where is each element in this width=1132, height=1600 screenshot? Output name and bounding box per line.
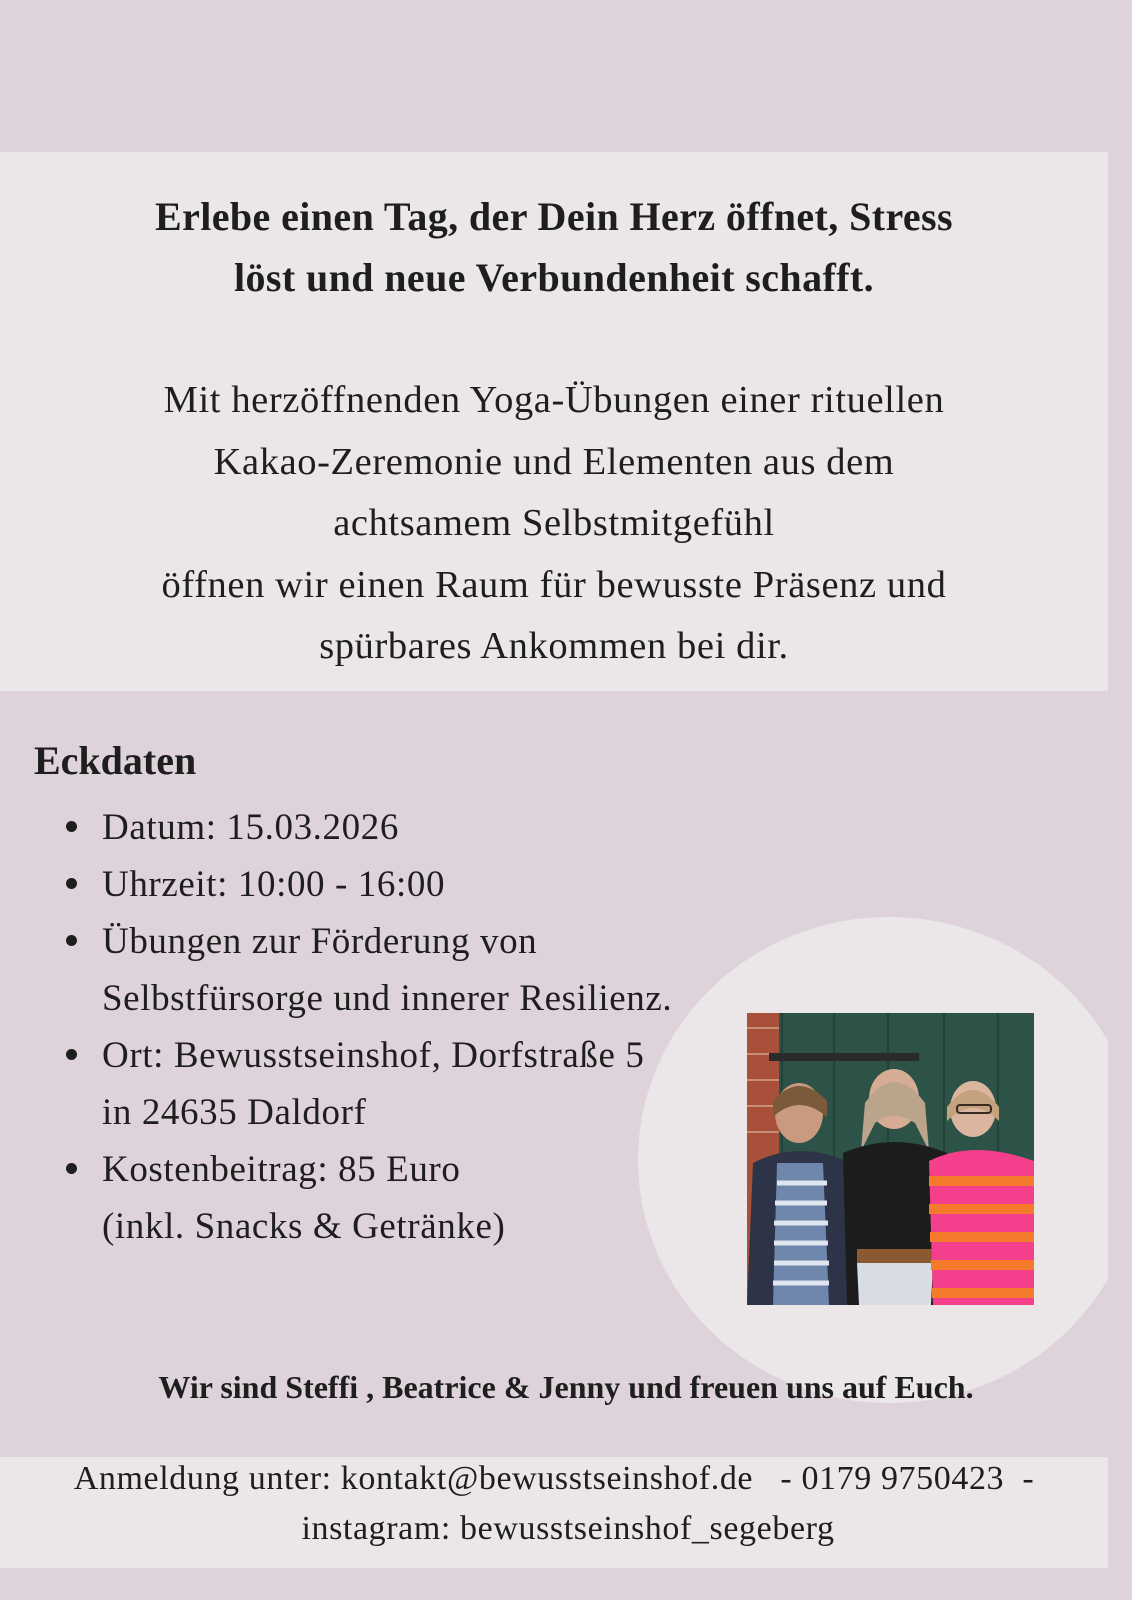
list-item-time — [62, 856, 782, 913]
intro-line-1: Mit herzöffnenden Yoga-Übungen einer rituellen — [163, 379, 945, 421]
intro-line-5: spürbares Ankommen bei dir. — [319, 625, 789, 667]
intro-line-4: öffnen wir einen Raum für bewusste Präsenz und — [161, 563, 947, 606]
location-text-line-1: Ort: Bewusstseinshof, Dorfstraße 5 — [102, 1035, 645, 1076]
intro-line-2: Kakao-Zeremonie und Elementen aus dem — [213, 440, 895, 483]
list-item-exercises — [62, 913, 782, 1027]
list-item-date — [62, 799, 782, 856]
footer-contact-line: Anmeldung unter: kontakt@bewusstseinshof.de - 0179 9750423 - — [73, 1460, 1035, 1497]
cost-text-line-1: Kostenbeitrag: 85 Euro — [102, 1149, 461, 1190]
location-text-line-2: in 24635 Daldorf — [102, 1092, 367, 1133]
list-item-cost — [62, 1141, 782, 1255]
team-photo — [747, 1013, 1034, 1305]
details-title: Eckdaten — [34, 738, 197, 783]
time-text: Uhrzeit: 10:00 - 16:00 — [102, 864, 446, 905]
intro-line-3: achtsamem Selbstmitgefühl — [333, 502, 775, 544]
footer-instagram-line: instagram: bewusstseinshof_segeberg — [301, 1510, 835, 1547]
date-text: Datum: 15.03.2026 — [102, 807, 399, 848]
closing-line: Wir sind Steffi , Beatrice & Jenny und freuen uns auf Euch. — [158, 1369, 974, 1405]
bullet-icon — [66, 1163, 77, 1174]
top-band — [0, 0, 1108, 152]
cost-text-line-2: (inkl. Snacks & Getränke) — [102, 1206, 506, 1247]
details-section — [0, 691, 1108, 1457]
details-list — [62, 799, 782, 1255]
exercises-text-line-1: Übungen zur Förderung von — [102, 921, 538, 962]
bullet-icon — [66, 935, 77, 946]
bullet-icon — [66, 821, 77, 832]
bullet-icon — [66, 1049, 77, 1060]
headline — [40, 186, 1068, 308]
list-item-location — [62, 1027, 782, 1141]
intro-paragraph — [20, 370, 1088, 678]
headline-line-1: Erlebe einen Tag, der Dein Herz öffnet, Stress — [155, 194, 953, 239]
exercises-text-line-2: Selbstfürsorge und innerer Resilienz. — [102, 978, 673, 1019]
headline-line-2: löst und neue Verbundenheit schafft. — [233, 255, 875, 300]
bullet-icon — [66, 878, 77, 889]
